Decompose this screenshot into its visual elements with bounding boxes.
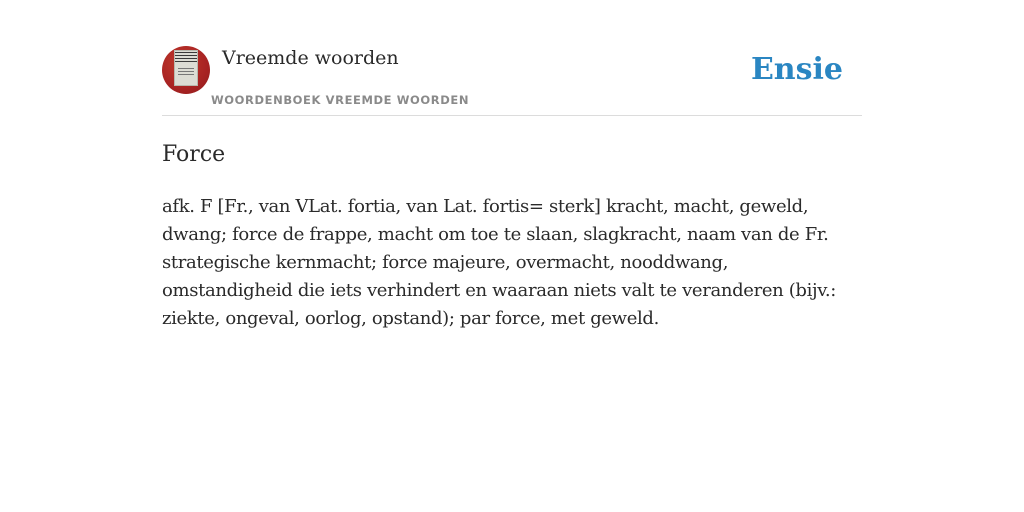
entry-term: Force — [162, 142, 226, 167]
book-illustration — [174, 50, 198, 86]
entry-card — [162, 44, 862, 333]
entry-definition: afk. F [Fr., van VLat. fortia, van Lat. fortis= sterk] kracht, macht, geweld, dwang; force de frappe, macht om toe te slaan, slagkracht, naam van de Fr. strategische kernmacht; force majeure, overmacht, nooddwang, omstandigheid die iets verhindert en waaraan niets valt te veranderen (bijv.: ziekte, ongeval, oorlog, opstand); par force, met geweld. — [162, 196, 836, 329]
book-cover-icon[interactable] — [162, 46, 210, 94]
site-name[interactable]: Vreemde woorden — [222, 47, 399, 69]
site-subtitle: WOORDENBOEK VREEMDE WOORDEN — [211, 93, 470, 107]
site-header — [162, 44, 862, 116]
brand-logo-link[interactable]: Ensie — [750, 52, 843, 87]
